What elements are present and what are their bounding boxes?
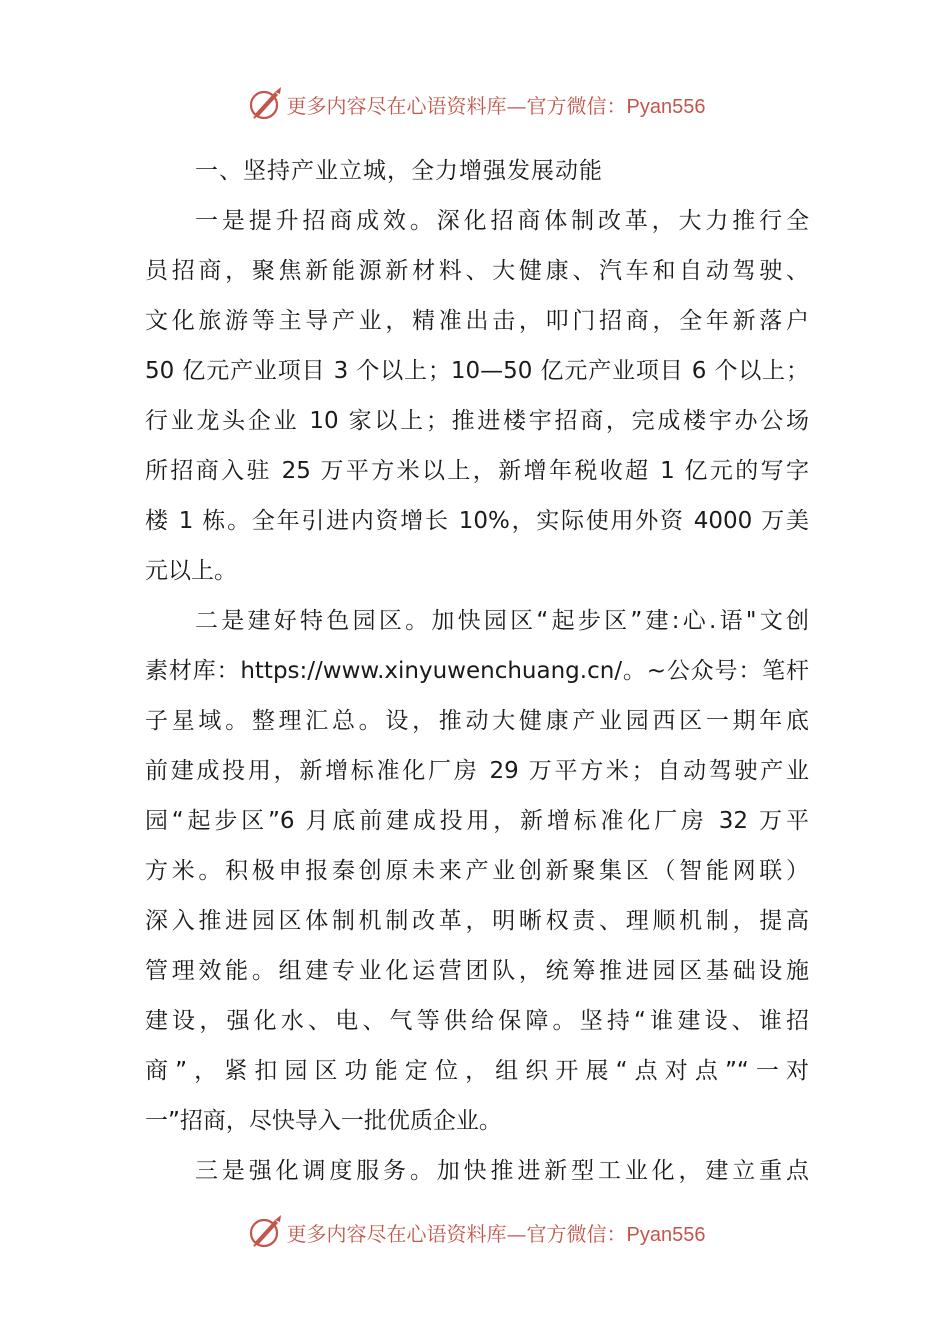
paragraph-1 (145, 196, 809, 596)
paragraph-line: 文化旅游等主导产业，精准出击，叩门招商，全年新落户 (145, 308, 809, 334)
watermark-prefix: 更多内容尽在心语资料库—官方微信： (286, 1221, 627, 1246)
watermark-text (287, 1218, 706, 1247)
paragraph-line: 深入推进园区体制机制改革，明晰权责、理顺机制，提高 (145, 908, 809, 934)
paragraph-line: 园“起步区”6 月底前建成投用，新增标准化厂房 32 万平 (145, 808, 809, 834)
paragraph-3 (145, 1146, 809, 1196)
paragraph-line: 素材库：https://www.xinyuwenchuang.cn/。~公众号：笔杆 (145, 658, 809, 684)
paragraph-line: 前建成投用，新增标准化厂房 29 万平方米；自动驾驶产业 (145, 758, 809, 784)
paragraph-line: 管理效能。组建专业化运营团队，统筹推进园区基础设施 (145, 958, 809, 984)
document-body (145, 146, 809, 1196)
paragraph-line: 所招商入驻 25 万平方米以上，新增年税收超 1 亿元的写字 (145, 458, 809, 484)
paragraph-line: 楼 1 栋。全年引进内资增长 10%，实际使用外资 4000 万美 (145, 508, 809, 534)
paragraph-line: 方米。积极申报秦创原未来产业创新聚集区（智能网联） (145, 858, 809, 884)
quill-pen-logo-icon (245, 1212, 285, 1252)
paragraph-line: 子星域。整理汇总。设，推动大健康产业园西区一期年底 (145, 708, 809, 734)
watermark-wechat-id: Pyan556 (626, 1223, 706, 1246)
paragraph-2 (145, 596, 809, 1146)
paragraph-line: 50 亿元产业项目 3 个以上；10—50 亿元产业项目 6 个以上； (145, 358, 809, 384)
header-watermark (0, 84, 950, 124)
watermark-text (287, 90, 706, 119)
section-heading: 一、坚持产业立城，全力增强发展动能 (195, 158, 603, 184)
paragraph-line: 二是建好特色园区。加快园区“起步区”建:心.语"文创 (195, 608, 809, 634)
paragraph-line: 一是提升招商成效。深化招商体制改革，大力推行全 (195, 208, 809, 234)
watermark-wechat-id: Pyan556 (626, 95, 706, 118)
paragraph-line: 元以上。 (145, 558, 237, 584)
quill-pen-logo-icon (245, 84, 285, 124)
paragraph-line: 一”招商，尽快导入一批优质企业。 (145, 1108, 502, 1134)
paragraph-line: 三是强化调度服务。加快推进新型工业化，建立重点 (195, 1158, 809, 1184)
watermark-prefix: 更多内容尽在心语资料库—官方微信： (286, 93, 627, 118)
footer-watermark (0, 1212, 950, 1252)
paragraph-line: 行业龙头企业 10 家以上；推进楼宇招商，完成楼宇办公场 (145, 408, 809, 434)
paragraph-line: 商”，紧扣园区功能定位，组织开展“点对点”“一对 (145, 1058, 809, 1084)
paragraph-line: 员招商，聚焦新能源新材料、大健康、汽车和自动驾驶、 (145, 258, 809, 284)
paragraph-line: 建设，强化水、电、气等供给保障。坚持“谁建设、谁招 (145, 1008, 809, 1034)
